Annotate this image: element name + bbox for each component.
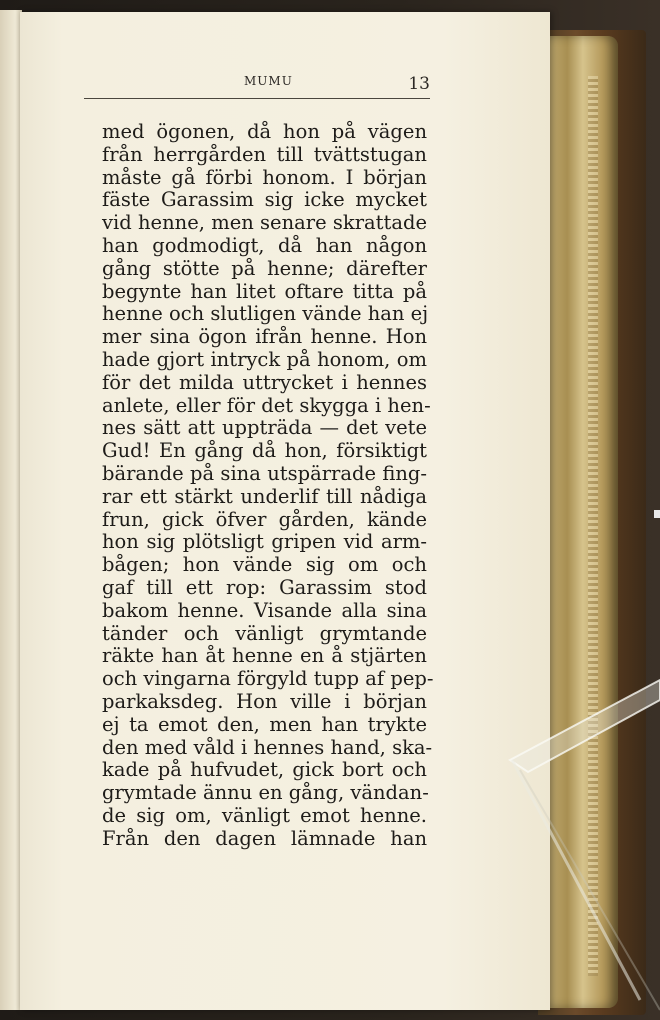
text-line: kade på hufvudet, gick bort och [102,758,427,782]
text-line: rar ett stärkt underlif till nådiga [102,484,427,508]
text-line: hon sig plötsligt gripen vid arm- [102,530,427,554]
body-text [102,120,434,851]
text-line: Gud! En gång då hon, försiktigt [102,439,427,463]
facing-page-edge [0,10,22,1010]
text-line: med ögonen, då hon på vägen [102,120,427,143]
text-line: bakom henne. Visande alla sina [102,598,427,622]
text-line: ej ta emot den, men han trykte [102,712,427,736]
text-line: henne och slutligen vände han ej [102,302,429,326]
text-line: nes sätt att uppträda — det vete [102,416,427,440]
text-line: bågen; hon vände sig om och [102,553,427,577]
text-line: bärande på sina utspärrade fing- [102,461,427,485]
page-number: 13 [408,74,430,94]
edge-marker [654,510,660,518]
text-line: grymtade ännu en gång, vändan- [102,781,429,805]
text-line: begynte han litet oftare titta på [102,279,427,303]
text-line: han godmodigt, då han någon [102,233,427,257]
text-line: hade gjort intryck på honom, om [102,347,427,371]
text-line: parkaksdeg. Hon ville i början [102,689,427,713]
text-line: för det milda uttrycket i hennes [102,370,427,394]
text-line: måste gå förbi honom. I början [102,165,427,189]
text-line: och vingarna förgyld tupp af pep- [102,667,434,691]
text-line: frun, gick öfver gården, kände [102,507,427,531]
text-line: den med våld i hennes hand, ska- [102,735,433,759]
text-line: tänder och vänligt grymtande [102,621,427,645]
text-line: anlete, eller för det skygga i hen- [102,393,431,417]
text-line: fäste Garassim sig icke mycket [102,188,427,212]
text-line: vid henne, men senare skrattade [102,211,427,235]
text-line: de sig om, vänligt emot henne. [102,803,427,827]
text-line: gaf till ett rop: Garassim stod [102,575,427,599]
text-line: mer sina ögon ifrån henne. Hon [102,325,427,349]
text-line: räkte han åt henne en å stjärten [102,644,427,668]
running-title: MUMU [244,74,293,88]
text-line: Från den dagen lämnade han [102,826,427,850]
page-header [84,66,430,99]
text-line: från herrgården till tvättstugan [102,142,427,166]
text-line: gång stötte på henne; därefter [102,256,427,280]
page-edges [540,36,618,1008]
